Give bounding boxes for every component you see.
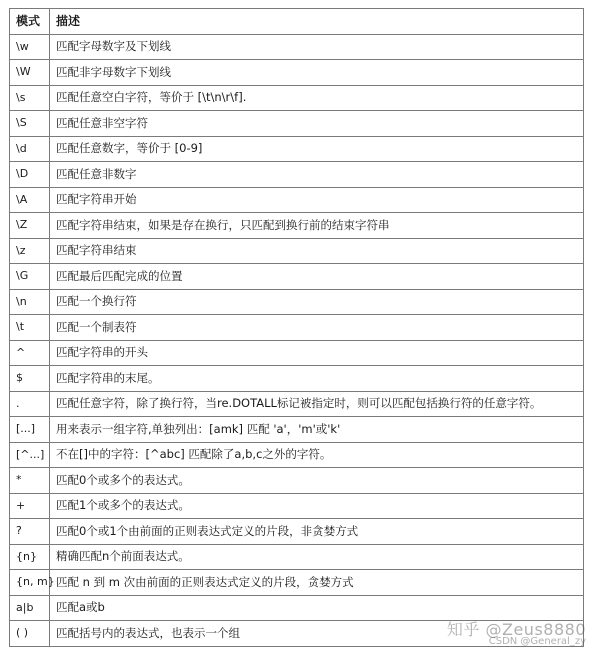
row-pattern: * [10,468,50,494]
row-description: 不在[]中的字符：[^abc] 匹配除了a,b,c之外的字符。 [50,442,584,468]
row-pattern: \d [10,136,50,162]
regex-table [9,8,584,647]
row-pattern: \s [10,85,50,111]
table-row [10,315,584,341]
row-description: 匹配0个或多个的表达式。 [50,468,584,494]
row-description: 匹配任意非数字 [50,162,584,188]
row-pattern: $ [10,366,50,392]
table-row [10,213,584,239]
table-row [10,85,584,111]
table-row [10,366,584,392]
row-description: 匹配字母数字及下划线 [50,34,584,60]
row-pattern: [...] [10,417,50,443]
row-pattern: \S [10,111,50,137]
row-description: 匹配字符串开始 [50,187,584,213]
row-pattern: ? [10,519,50,545]
row-description: 匹配1个或多个的表达式。 [50,493,584,519]
table-row [10,136,584,162]
table-row [10,544,584,570]
table-row [10,493,584,519]
row-pattern: \A [10,187,50,213]
table-row [10,417,584,443]
table-row [10,238,584,264]
row-description: 匹配字符串结束 [50,238,584,264]
row-description: 匹配 n 到 m 次由前面的正则表达式定义的片段，贪婪方式 [50,570,584,596]
row-description: 匹配字符串的开头 [50,340,584,366]
row-pattern: \W [10,60,50,86]
table-row [10,289,584,315]
row-description: 匹配一个制表符 [50,315,584,341]
row-pattern: {n} [10,544,50,570]
row-description: 匹配字符串结束，如果是存在换行，只匹配到换行前的结束字符串 [50,213,584,239]
header-description: 描述 [50,9,584,35]
row-description: 匹配任意非空字符 [50,111,584,137]
row-description: 匹配字符串的末尾。 [50,366,584,392]
row-pattern: \Z [10,213,50,239]
row-description: 用来表示一组字符,单独列出：[amk] 匹配 'a'，'m'或'k' [50,417,584,443]
row-description: 匹配括号内的表达式，也表示一个组 [50,621,584,647]
table-row [10,34,584,60]
row-pattern: [^...] [10,442,50,468]
row-description: 匹配最后匹配完成的位置 [50,264,584,290]
regex-table-container [9,8,583,647]
table-row [10,468,584,494]
row-description: 匹配任意数字，等价于 [0-9] [50,136,584,162]
watermark [447,617,586,647]
row-description: 匹配任意字符，除了换行符，当re.DOTALL标记被指定时，则可以匹配包括换行符的任意字符。 [50,391,584,417]
table-row [10,519,584,545]
table-row [10,570,584,596]
row-pattern: {n, m} [10,570,50,596]
header-pattern: 模式 [10,9,50,35]
row-pattern: ( ) [10,621,50,647]
row-pattern: \w [10,34,50,60]
row-pattern: + [10,493,50,519]
table-body [10,34,584,646]
row-pattern: . [10,391,50,417]
row-description: 匹配非字母数字下划线 [50,60,584,86]
table-row [10,162,584,188]
table-row [10,340,584,366]
table-row [10,442,584,468]
row-description: 匹配任意空白字符，等价于 [\t\n\r\f]. [50,85,584,111]
row-pattern: \t [10,315,50,341]
row-pattern: \G [10,264,50,290]
row-pattern: ^ [10,340,50,366]
table-header-row [10,9,584,35]
row-pattern: \z [10,238,50,264]
row-description: 精确匹配n个前面表达式。 [50,544,584,570]
table-row [10,391,584,417]
watermark-main: 知乎 @Zeus8880 [446,620,586,639]
row-pattern: \D [10,162,50,188]
row-pattern: a|b [10,595,50,621]
watermark-sub: CSDN @General_zy [488,636,586,647]
table-row [10,111,584,137]
row-description: 匹配0个或1个由前面的正则表达式定义的片段，非贪婪方式 [50,519,584,545]
row-pattern: \n [10,289,50,315]
table-row [10,60,584,86]
row-description: 匹配一个换行符 [50,289,584,315]
table-row [10,264,584,290]
table-row [10,187,584,213]
row-description: 匹配a或b [50,595,584,621]
